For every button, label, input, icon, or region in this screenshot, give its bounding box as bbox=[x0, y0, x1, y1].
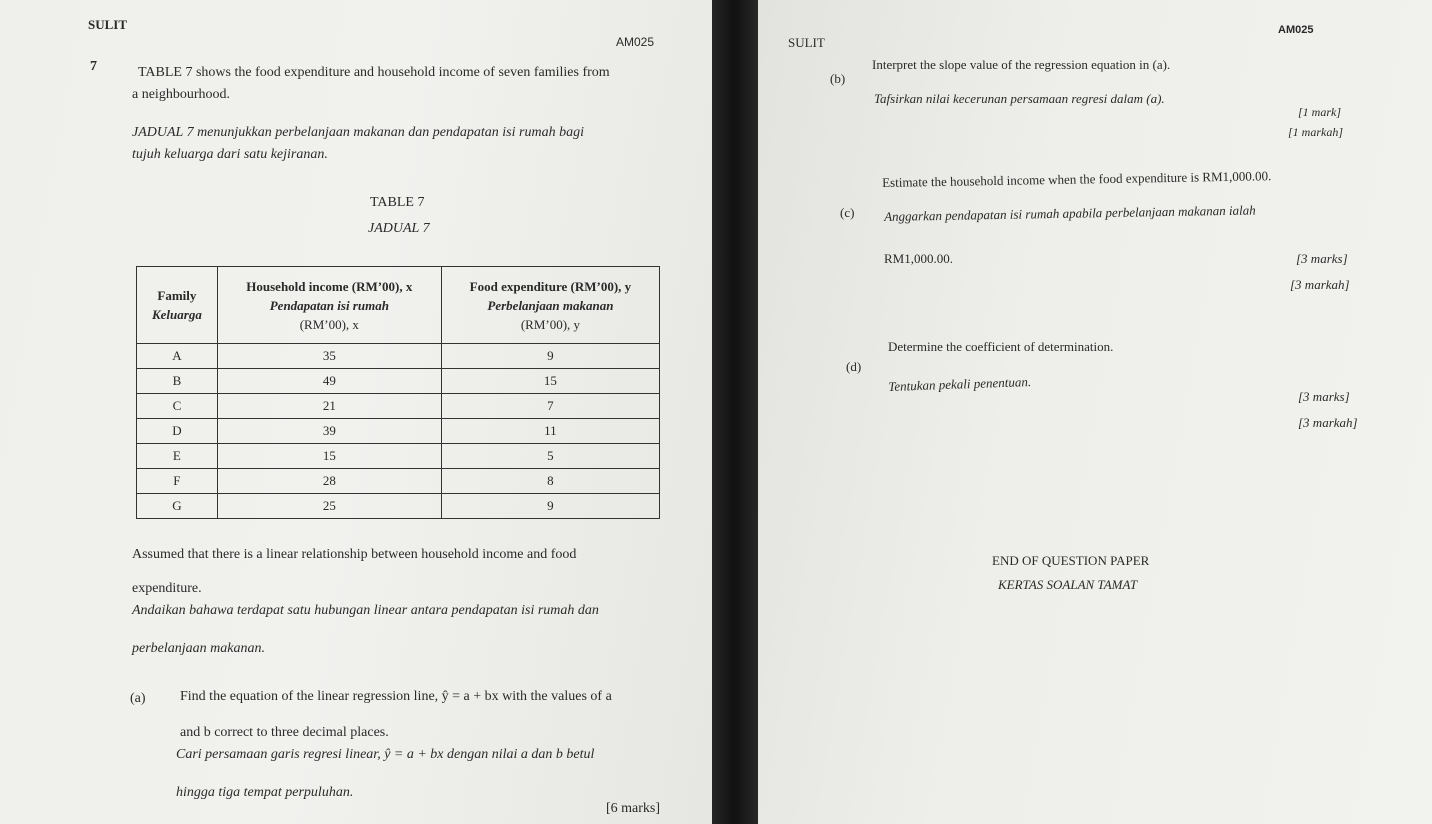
header-sulit: SULIT bbox=[788, 35, 825, 50]
cell-family: C bbox=[137, 394, 218, 419]
part-c-marks-en: [3 marks] bbox=[1296, 251, 1348, 266]
cell-income: 39 bbox=[217, 419, 441, 444]
part-a-en-line2: and b correct to three decimal places. bbox=[180, 725, 389, 740]
table-row bbox=[137, 394, 660, 419]
cell-expenditure: 11 bbox=[441, 419, 659, 444]
assume-ms-line1: Andaikan bahawa terdapat satu hubungan linear antara pendapatan isi rumah dan bbox=[132, 603, 599, 618]
end-of-paper-en: END OF QUESTION PAPER bbox=[992, 553, 1150, 568]
cell-family: B bbox=[137, 369, 218, 394]
table-row bbox=[137, 419, 660, 444]
intro-ms-line1: JADUAL 7 menunjukkan perbelanjaan makanan dan pendapatan isi rumah bagi bbox=[132, 125, 584, 140]
cell-expenditure: 8 bbox=[441, 469, 659, 494]
cell-expenditure: 9 bbox=[441, 494, 659, 519]
cell-family: A bbox=[137, 344, 218, 369]
cell-family: E bbox=[137, 444, 218, 469]
part-b-en: Interpret the slope value of the regression equation in (a). bbox=[872, 57, 1171, 72]
assume-en-line2: expenditure. bbox=[132, 581, 202, 596]
question-number: 7 bbox=[90, 59, 97, 74]
cell-family: F bbox=[137, 469, 218, 494]
part-a-en-line1: Find the equation of the linear regression line, ŷ = a + bx with the values of a bbox=[180, 689, 612, 704]
header-food-expenditure: Food expenditure (RM’00), y Perbelanjaan makanan (RM’00), y bbox=[441, 267, 659, 344]
table-row bbox=[137, 444, 660, 469]
cell-income: 49 bbox=[217, 369, 441, 394]
right-page bbox=[758, 0, 1432, 824]
part-c-marks-ms: [3 markah] bbox=[1290, 277, 1350, 292]
part-b-ms: Tafsirkan nilai kecerunan persamaan regresi dalam (a). bbox=[874, 91, 1165, 106]
part-c-ms-line1: Anggarkan pendapatan isi rumah apabila perbelanjaan makanan ialah bbox=[884, 202, 1256, 224]
cell-income: 35 bbox=[217, 344, 441, 369]
header-family: Family Keluarga bbox=[137, 267, 218, 344]
cell-income: 28 bbox=[217, 469, 441, 494]
part-b-marks-en: [1 mark] bbox=[1298, 105, 1342, 119]
cell-income: 15 bbox=[217, 444, 441, 469]
part-d-en: Determine the coefficient of determination. bbox=[888, 339, 1114, 354]
part-d-marks-en: [3 marks] bbox=[1298, 389, 1350, 404]
table-row bbox=[137, 469, 660, 494]
intro-en-line1: TABLE 7 shows the food expenditure and household income of seven families from bbox=[138, 65, 610, 80]
part-b-marks-ms: [1 markah] bbox=[1288, 125, 1344, 139]
left-page bbox=[0, 0, 712, 824]
header-household-income: Household income (RM’00), x Pendapatan isi rumah (RM’00), x bbox=[217, 267, 441, 344]
book-gutter bbox=[706, 0, 762, 824]
part-c-ms-line2: RM1,000.00. bbox=[884, 251, 953, 266]
table-title-en: TABLE 7 bbox=[370, 195, 425, 210]
cell-expenditure: 9 bbox=[441, 344, 659, 369]
part-a-label: (a) bbox=[130, 691, 146, 706]
cell-income: 25 bbox=[217, 494, 441, 519]
part-c-label: (c) bbox=[840, 205, 855, 220]
part-b-label: (b) bbox=[830, 71, 846, 86]
table-title-ms: JADUAL 7 bbox=[368, 221, 430, 236]
table-row bbox=[137, 494, 660, 519]
part-a-ms-line1: Cari persamaan garis regresi linear, ŷ = a + bx dengan nilai a dan b betul bbox=[176, 747, 595, 762]
part-d-label: (d) bbox=[846, 359, 862, 374]
cell-expenditure: 15 bbox=[441, 369, 659, 394]
part-c-en: Estimate the household income when the food expenditure is RM1,000.00. bbox=[882, 168, 1272, 190]
part-d-ms: Tentukan pekali penentuan. bbox=[888, 374, 1032, 394]
end-of-paper-ms: KERTAS SOALAN TAMAT bbox=[998, 577, 1138, 592]
header-sulit: SULIT bbox=[88, 17, 128, 32]
assume-en-line1: Assumed that there is a linear relationship between household income and food bbox=[132, 547, 577, 562]
cell-income: 21 bbox=[217, 394, 441, 419]
intro-ms-line2: tujuh keluarga dari satu kejiranan. bbox=[132, 147, 328, 162]
part-d-marks-ms: [3 markah] bbox=[1298, 415, 1358, 430]
cell-expenditure: 5 bbox=[441, 444, 659, 469]
part-a-marks: [6 marks] bbox=[606, 801, 661, 816]
table-header-row bbox=[137, 267, 660, 344]
cell-expenditure: 7 bbox=[441, 394, 659, 419]
header-code: AM025 bbox=[1278, 24, 1314, 36]
data-table bbox=[136, 266, 660, 519]
cell-family: D bbox=[137, 419, 218, 444]
table-row bbox=[137, 369, 660, 394]
table-row bbox=[137, 344, 660, 369]
assume-ms-line2: perbelanjaan makanan. bbox=[132, 641, 265, 656]
cell-family: G bbox=[137, 494, 218, 519]
header-code: AM025 bbox=[616, 35, 655, 49]
part-a-ms-line2: hingga tiga tempat perpuluhan. bbox=[176, 785, 354, 800]
intro-en-line2: a neighbourhood. bbox=[132, 87, 230, 102]
